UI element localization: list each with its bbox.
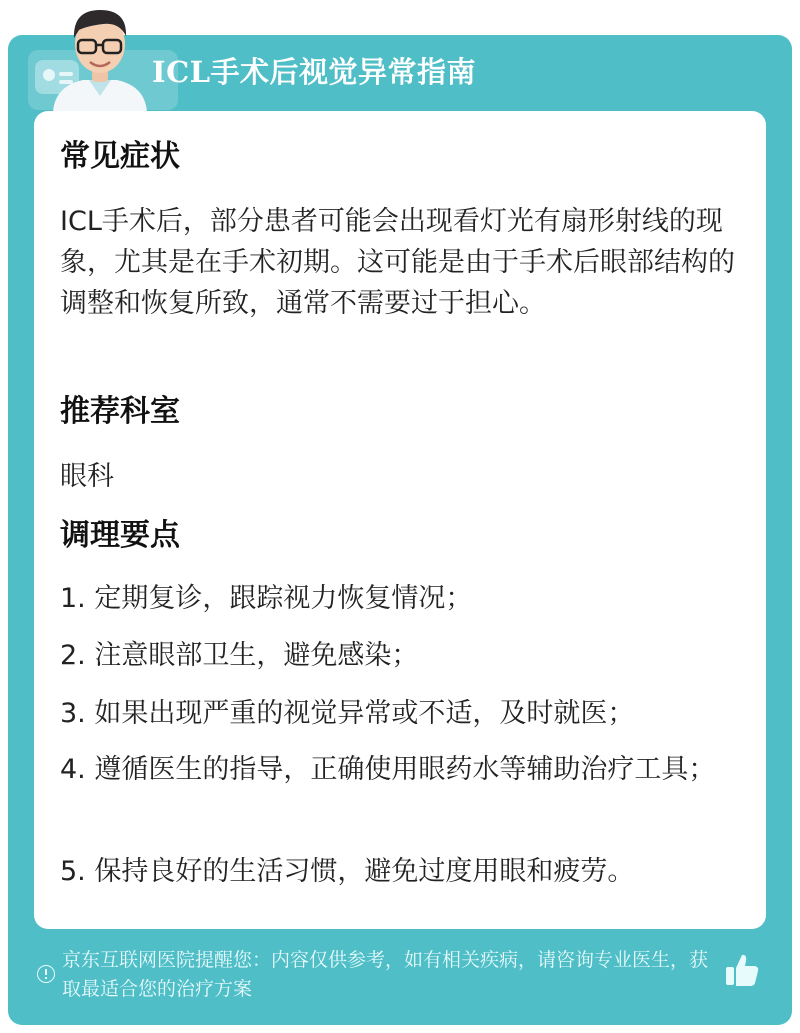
care-item: 2. 注意眼部卫生，避免感染； [60,640,419,671]
footer-notice: 京东互联网医院提醒您：内容仅供参考，如有相关疾病，请咨询专业医生，获取最适合您的治疗方案 [62,949,709,1000]
care-item: 5. 保持良好的生活习惯，避免过度用眼和疲劳。 [60,856,635,887]
info-icon [37,965,55,983]
page-title: ICL手术后视觉异常指南 [152,55,477,89]
thumbs-up-icon[interactable] [724,950,760,990]
department-heading: 推荐科室 [60,394,180,429]
department-text: 眼科 [60,461,114,492]
care-item: 4. 遵循医生的指导，正确使用眼药水等辅助治疗工具； [60,754,716,785]
care-item: 1. 定期复诊，跟踪视力恢复情况； [60,583,473,614]
content-panel [34,111,766,929]
care-item: 3. 如果出现严重的视觉异常或不适，及时就医； [60,698,635,729]
doctor-avatar [45,0,155,112]
symptoms-heading: 常见症状 [60,139,180,174]
care-heading: 调理要点 [60,518,180,553]
symptoms-text: ICL手术后，部分患者可能会出现看灯光有扇形射线的现象，尤其是在手术初期。这可能是由于手术后眼部结构的调整和恢复所致，通常不需要过于担心。 [60,206,735,319]
